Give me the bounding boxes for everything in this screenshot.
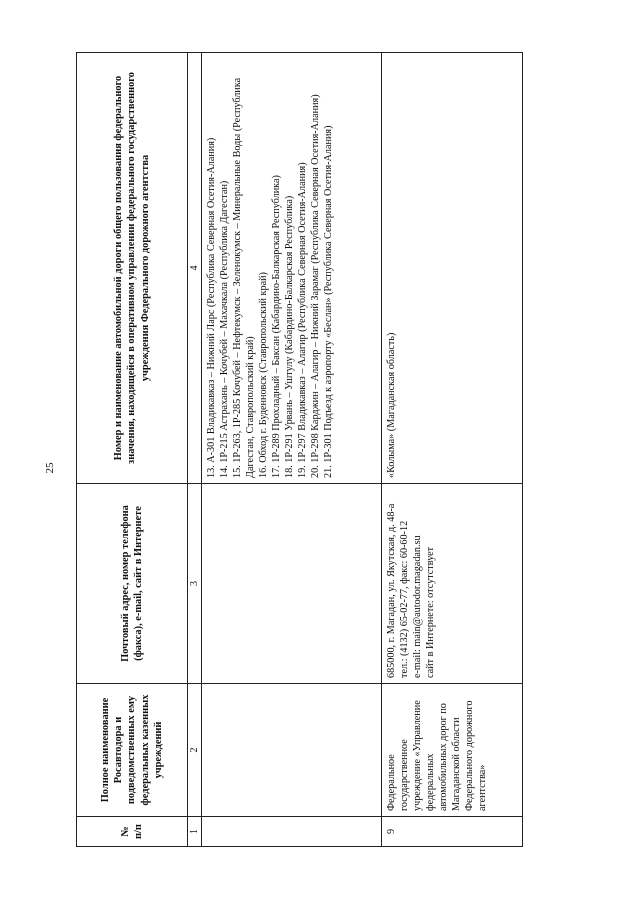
email: e-mail: main@autodor.magadan.su	[412, 535, 424, 678]
institution-name: Федеральное государственное учреждение «Управление федеральных автомобильных дорог по Магаданской области Федерального дорожного агентства»	[382, 684, 523, 817]
phone-fax: тел.: (4132) 65-02-77, факс: 60-60-12	[399, 520, 411, 678]
header-address: Почтовый адрес, номер телефона (факса), e-mail, сайт в Интернете	[77, 484, 188, 684]
row-number: 9	[382, 817, 523, 847]
institution-contacts	[382, 484, 523, 684]
column-number: 3	[188, 484, 202, 684]
table-row-continuation	[202, 53, 382, 847]
header-row	[77, 53, 188, 847]
rotated-table-container	[76, 52, 548, 847]
table-row	[382, 53, 523, 847]
cell-address-empty	[202, 484, 382, 684]
column-number: 1	[188, 817, 202, 847]
column-numbers-row	[188, 53, 202, 847]
road-item: 18. 1Р-291 Урвань – Уштулу (Кабардино-Балкарская Республика)	[284, 195, 296, 478]
road-item: 20. 1Р-298 Карджин – Алагир – Нижний Зарамаг (Республика Северная Осетия-Алания)	[310, 94, 322, 478]
road-item: 19. 1Р-297 Владикавказ – Алагир (Республика Северная Осетия-Алания)	[297, 162, 309, 478]
road-item: 15. 1Р-263, 1Р-285 Кочубей – Нефтекумск – Зеленокумск – Минеральные Воды (Республика Дагестан, Ставропольский край)	[232, 77, 257, 478]
road-item: 14. 1Р-215 Астрахань – Кочубей – Махачкала (Республика Дагестан)	[219, 180, 231, 478]
road-item: 13. А-301 Владикавказ – Нижний Ларс (Республика Северная Осетия-Алания)	[206, 137, 217, 478]
column-number: 4	[188, 53, 202, 484]
cell-num-empty	[202, 817, 382, 847]
road-name: «Колыма» (Магаданская область)	[382, 53, 523, 484]
header-roads: Номер и наименование автомобильной дороги общего пользования федерального значения, находящейся в оперативном управлении федерального государственного учреждения Федерального дорожного агентства	[77, 53, 188, 484]
cell-roads-list	[202, 53, 382, 484]
website: сайт в Интернете: отсутствует	[425, 546, 437, 678]
postal-address: 685000, г. Магадан, ул. Якутская, д. 48-а	[386, 503, 397, 678]
roads-table	[76, 52, 523, 847]
column-number: 2	[188, 684, 202, 817]
page-number: 25	[44, 462, 56, 474]
road-item: 17. 1Р-289 Прохладный – Баксан (Кабардино-Балкарская Республика)	[271, 175, 283, 478]
header-num: № п/п	[77, 817, 188, 847]
road-item: 16. Обход г. Буденновск (Ставропольский край)	[258, 272, 270, 478]
cell-name-empty	[202, 684, 382, 817]
header-name: Полное наименование Росавтодора и подведомственных ему федеральных казенных учреждений	[77, 684, 188, 817]
road-item: 21. 1Р-301 Подъезд к аэропорту «Беслан» (Республика Северная Осетия-Алания)	[323, 125, 335, 478]
